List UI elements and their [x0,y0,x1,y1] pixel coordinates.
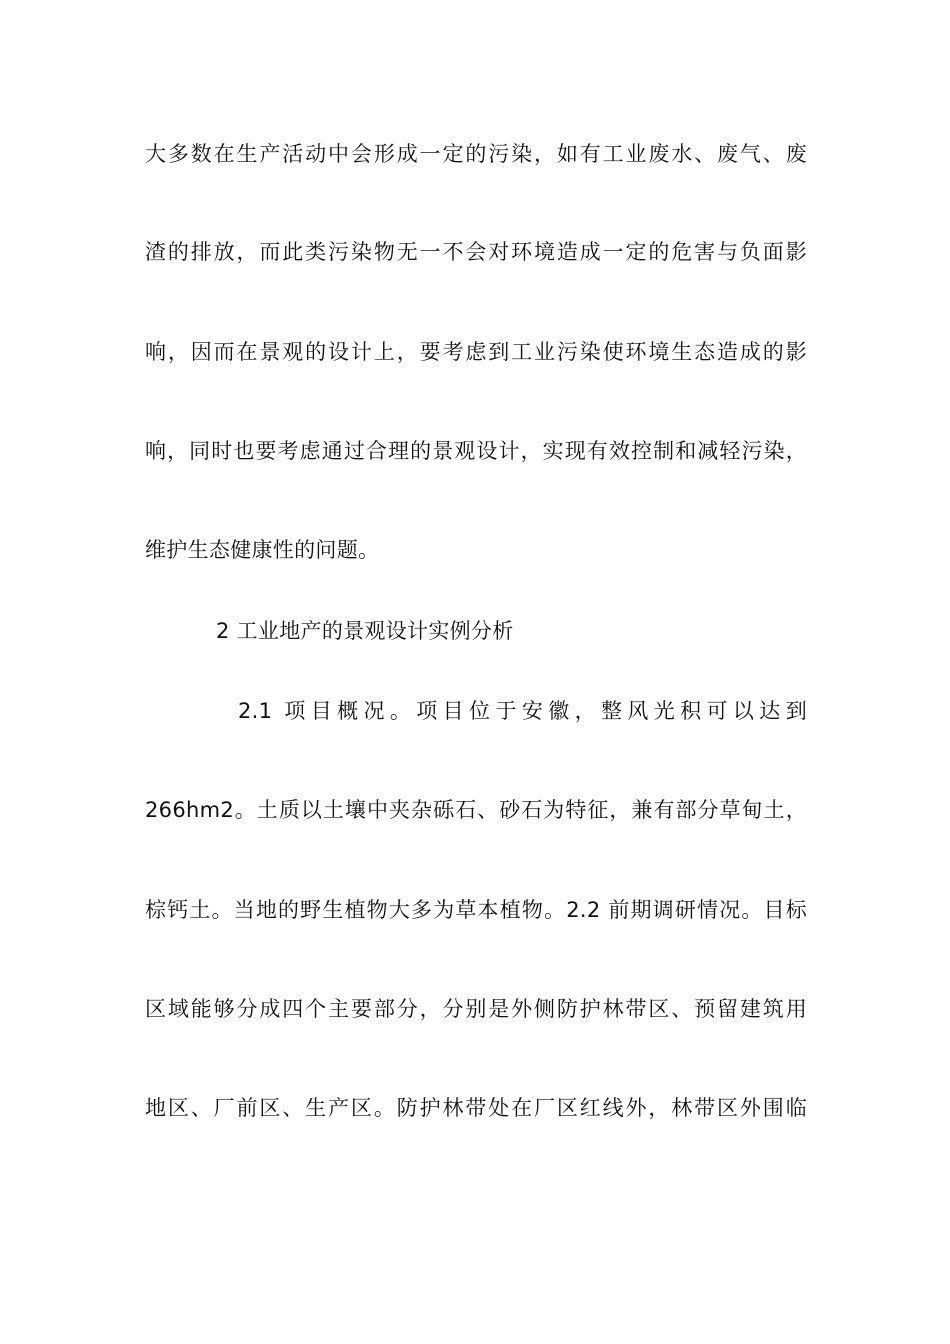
paragraph-line: 棕钙土。当地的野生植物大多为草本植物。2.2 前期调研情况。目标 [145,898,807,922]
paragraph-line: 地区、厂前区、生产区。防护林带处在厂区红线外，林带区外围临 [145,1096,807,1120]
paragraph-line: 区域能够分成四个主要部分，分别是外侧防护林带区、预留建筑用 [145,997,807,1021]
paragraph-line: 响，同时也要考虑通过合理的景观设计，实现有效控制和减轻污染， [145,439,807,463]
paragraph-line: 大多数在生产活动中会形成一定的污染，如有工业废水、废气、废 [145,142,807,166]
section-heading: 2 工业地产的景观设计实例分析 [216,619,514,643]
paragraph-line: 2.1 项目概况。项目位于安徽，整风光积可以达到 [238,699,807,723]
paragraph-line: 响，因而在景观的设计上，要考虑到工业污染使环境生态造成的影 [145,340,807,364]
paragraph-line: 维护生态健康性的问题。 [145,538,380,562]
paragraph-line: 渣的排放，而此类污染物无一不会对环境造成一定的危害与负面影 [145,240,807,264]
paragraph-line: 266hm2。土质以土壤中夹杂砾石、砂石为特征，兼有部分草甸土， [145,798,807,822]
